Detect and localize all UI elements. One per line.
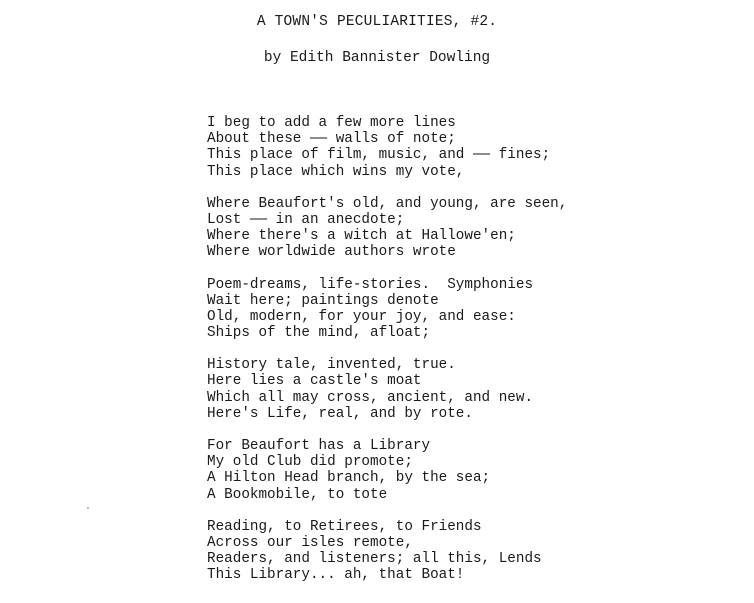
- poem-line: Where there's a witch at Hallowe'en;: [207, 228, 516, 245]
- stanza-1: [207, 115, 727, 180]
- poem-title: A TOWN'S PECULIARITIES, #2.: [256, 14, 498, 30]
- poem-line: A Bookmobile, to tote: [207, 486, 388, 503]
- poem-line: Here's Life, real, and by rote.: [207, 405, 473, 422]
- poem-line: Readers, and listeners; all this, Lends: [207, 551, 542, 568]
- stanza-6: [207, 519, 727, 584]
- stanza-4: [207, 357, 727, 422]
- poem-line: A Hilton Head branch, by the sea;: [207, 470, 491, 487]
- stanza-2: [207, 196, 727, 261]
- poem-line: This place which wins my vote,: [207, 163, 465, 180]
- poem-line: About these —— walls of note;: [207, 131, 456, 148]
- poem-body: [207, 115, 727, 600]
- poem-line: This place of film, music, and —— fines;: [207, 147, 551, 164]
- poem-line: Which all may cross, ancient, and new.: [207, 389, 534, 406]
- poem-line: Ships of the mind, afloat;: [207, 325, 431, 342]
- poem-line: Where worldwide authors wrote: [207, 244, 456, 261]
- poem-line: For Beaufort has a Library: [207, 438, 431, 454]
- poem-line: Across our isles remote,: [207, 534, 413, 551]
- poem-line: Old, modern, for your joy, and ease:: [207, 308, 516, 325]
- stanza-5: [207, 438, 727, 503]
- poem-line: History tale, invented, true.: [207, 357, 456, 374]
- poem-line: Wait here; paintings denote: [207, 292, 439, 309]
- poem-byline: by Edith Bannister Dowling: [263, 50, 491, 66]
- poem-line: This Library... ah, that Boat!: [207, 567, 465, 584]
- poem-line: Lost —— in an anecdote;: [207, 211, 405, 228]
- poem-line: Here lies a castle's moat: [207, 373, 422, 390]
- scan-speck: [87, 507, 89, 509]
- poem-line: My old Club did promote;: [207, 454, 413, 471]
- poem-line: I beg to add a few more lines: [207, 115, 456, 131]
- poem-line: Poem-dreams, life-stories. Symphonies: [207, 276, 534, 293]
- poem-line: Reading, to Retirees, to Friends: [207, 518, 482, 535]
- poem-line: Where Beaufort's old, and young, are seen,: [207, 195, 568, 212]
- stanza-3: [207, 277, 727, 342]
